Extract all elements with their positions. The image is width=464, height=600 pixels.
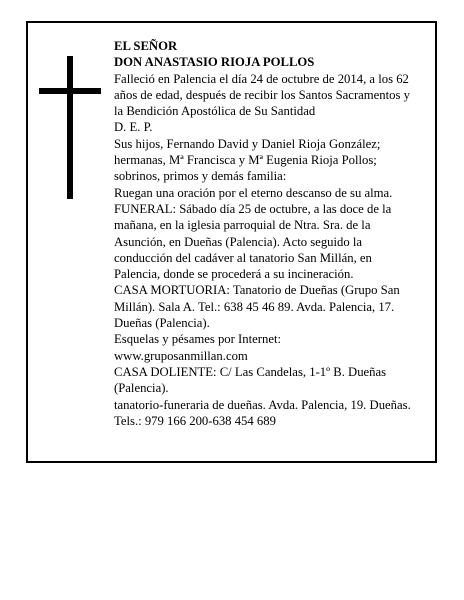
obituary-notice: [26, 21, 437, 463]
family-list: Sus hijos, Fernando David y Daniel Rioja González; hermanas, Mª Francisca y Mª Eugenia Rioja Pollos; sobrinos, primos y demás familia:: [114, 136, 381, 184]
notice-body: [114, 38, 419, 429]
death-announcement: Falleció en Palencia el día 24 de octubre de 2014, a los 62 años de edad, después de recibir los Santos Sacramentos y la Bendición Apostólica de Su Santidad: [114, 71, 410, 119]
rip-line: D. E. P.: [114, 120, 153, 135]
condolences-website: www.gruposanmillan.com: [114, 348, 248, 363]
funeral-company-contact: tanatorio-funeraria de dueñas. Avda. Palencia, 19. Dueñas. Tels.: 979 166 200-638 454 689: [114, 397, 411, 428]
deceased-name: DON ANASTASIO RIOJA POLLOS: [114, 55, 315, 70]
prayer-request: Ruegan una oración por el eterno descanso de su alma.: [114, 185, 393, 200]
condolences-label: Esquelas y pésames por Internet:: [114, 332, 282, 347]
cross-horizontal-bar: [39, 88, 101, 94]
funeral-details: FUNERAL: Sábado día 25 de octubre, a las doce de la mañana, en la iglesia parroquial de Ntra. Sra. de la Asunción, en Dueñas (Palencia). Acto seguido la conducción del cadáver al tanatorio San Millán, en Palencia, donde se procederá a su incineración.: [114, 201, 392, 282]
cross-vertical-bar: [67, 56, 73, 199]
family-home-address: CASA DOLIENTE: C/ Las Candelas, 1-1º B. Dueñas (Palencia).: [114, 364, 387, 396]
heading-title: EL SEÑOR: [114, 39, 178, 53]
cross-icon: [39, 56, 101, 199]
funeral-home-details: CASA MORTUORIA: Tanatorio de Dueñas (Grupo San Millán). Sala A. Tel.: 638 45 46 89. Avda. Palencia, 17. Dueñas (Palencia).: [114, 283, 400, 331]
